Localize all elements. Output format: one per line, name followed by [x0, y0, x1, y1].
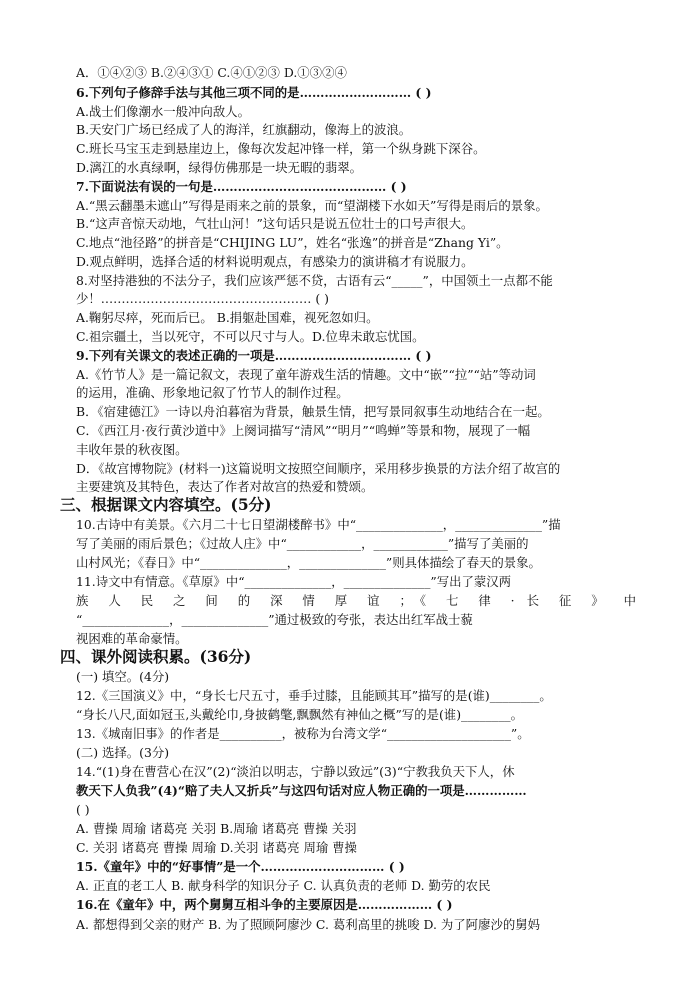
- text-line: A.“黑云翻墨未遮山”写得是雨来之前的景象，而“望湖楼下水如天”写得是雨后的景象。: [76, 198, 548, 213]
- text-line: C．《西江月·夜行黄沙道中》上阕词描写“清风”“明月”“鸣蝉”等景和物，展现了一幅: [76, 423, 531, 438]
- text-line: 的运用，准确、形象地记叙了竹节人的制作过程。: [76, 385, 349, 400]
- text-line: 7.下面说法有误的一句是…………………………………… ( ): [76, 179, 407, 194]
- text-line: 视困难的革命豪情。: [76, 631, 188, 646]
- text-line: 主要建筑及其特色，表达了作者对故宫的热爱和赞颂。: [76, 479, 374, 494]
- text-line: 族 人 民 之 间 的 深 情 厚 谊 ；《 七 律 · 长 征 》 中: [76, 593, 636, 608]
- text-line: 丰收年景的秋夜图。: [76, 442, 188, 457]
- text-line: A. 曹操 周瑜 诸葛亮 关羽 B.周瑜 诸葛亮 曹操 关羽: [76, 821, 357, 836]
- text-line: 10.古诗中有美景。《六月二十七日望湖楼醉书》中“______________，______________”描: [76, 517, 561, 532]
- text-line: 9.下列有关课文的表述正确的一项是…………………………… ( ): [76, 348, 432, 363]
- text-line: A.鞠躬尽瘁，死而后已。 B.捐躯赴国难，视死忽如归。: [76, 310, 379, 325]
- text-line: A. 正直的老工人 B. 献身科学的知识分子 C. 认真负责的老师 D. 勤劳的农民: [76, 878, 491, 893]
- text-line: 山村风光；《春日》中“______________，______________”则具体描绘了春天的景象。: [76, 555, 541, 570]
- text-line: B.“这声音惊天动地，气壮山河！”这句话只是说五位壮士的口号声很大。: [76, 216, 474, 231]
- text-line: C.祖宗疆土，当以死守，不可以尺寸与人。D.位卑未敢忘忧国。: [76, 329, 425, 344]
- text-line: 四、课外阅读积累。(36分): [60, 647, 252, 666]
- text-line: 16.在《童年》中，两个舅舅互相斗争的主要原因是……………… ( ): [76, 897, 453, 912]
- text-line: 6.下列句子修辞手法与其他三项不同的是……………………… ( ): [76, 85, 432, 100]
- text-line: 少！…………………………………………… ( ): [76, 291, 329, 306]
- text-line: 教天下人负我”(4)“赔了夫人又折兵”与这四句话对应人物正确的一项是……………: [76, 783, 527, 798]
- text-line: (一) 填空。(4分): [76, 669, 170, 684]
- text-line: D.漓江的水真绿啊，绿得仿佛那是一块无暇的翡翠。: [76, 160, 363, 175]
- text-line: C. 关羽 诸葛亮 曹操 周瑜 D.关羽 诸葛亮 周瑜 曹操: [76, 840, 357, 855]
- text-line: 14.“(1)身在曹营心在汉”(2)“淡泊以明志，宁静以致远”(3)“宁教我负天下人，休: [76, 764, 515, 779]
- text-line: D．《故宫博物院》(材料一)这篇说明文按照空间顺序，采用移步换景的方法介绍了故宫的: [76, 461, 561, 476]
- text-line: A.《竹节人》是一篇记叙文，表现了童年游戏生活的情趣。文中“嵌”“拉”“站”等动词: [76, 367, 536, 382]
- text-line: “身长八尺,面如冠玉,头戴纶巾,身披鹤氅,飘飘然有神仙之概”写的是(谁)________。: [76, 707, 523, 722]
- text-line: A．①④②③ B.②④③① C.④①②③ D.①③②④: [76, 65, 347, 80]
- text-line: (二) 选择。(3分): [76, 745, 170, 760]
- text-line: 13.《城南旧事》的作者是__________，被称为台湾文学“____________________”。: [76, 726, 530, 741]
- text-line: 15.《童年》中的“好事情”是一个………………………… ( ): [76, 859, 405, 874]
- text-line: B．《宿建德江》一诗以舟泊暮宿为背景，触景生情，把写景同叙事生动地结合在一起。: [76, 404, 550, 419]
- text-line: ( ): [76, 802, 90, 817]
- text-line: A. 都想得到父亲的财产 B. 为了照顾阿廖沙 C. 葛利高里的挑唆 D. 为了阿廖沙的舅妈: [76, 917, 541, 932]
- text-line: 12.《三国演义》中，“身长七尺五寸，垂手过膝，且能顾其耳”描写的是(谁)________。: [76, 688, 552, 703]
- text-line: 三、根据课文内容填空。(5分): [60, 495, 272, 514]
- text-line: D.观点鲜明，选择合适的材料说明观点，有感染力的演讲稿才有说服力。: [76, 254, 474, 269]
- text-line: A.战士们像潮水一般冲向敌人。: [76, 104, 250, 119]
- text-line: B.天安门广场已经成了人的海洋，红旗翻动，像海上的波浪。: [76, 122, 412, 137]
- text-line: “______________，______________”通过极致的夸张，表达出红军战士藐: [76, 612, 473, 627]
- text-line: 写了美丽的雨后景色；《过故人庄》中“____________，____________”描写了美丽的: [76, 536, 529, 551]
- text-line: C.地点“池径路”的拼音是“CHIJING LU”，姓名“张逸”的拼音是“Zhang Yi”。: [76, 235, 509, 250]
- text-line: 11.诗文中有情意。《草原》中“______________，______________”写出了蒙汉两: [76, 574, 512, 589]
- text-line: 8.对坚持港独的不法分子，我们应该严惩不贷，古语有云“_____”，中国领土一点都不能: [76, 273, 553, 288]
- text-line: C.班长马宝玉走到悬崖边上，像每次发起冲锋一样，第一个纵身跳下深谷。: [76, 141, 486, 156]
